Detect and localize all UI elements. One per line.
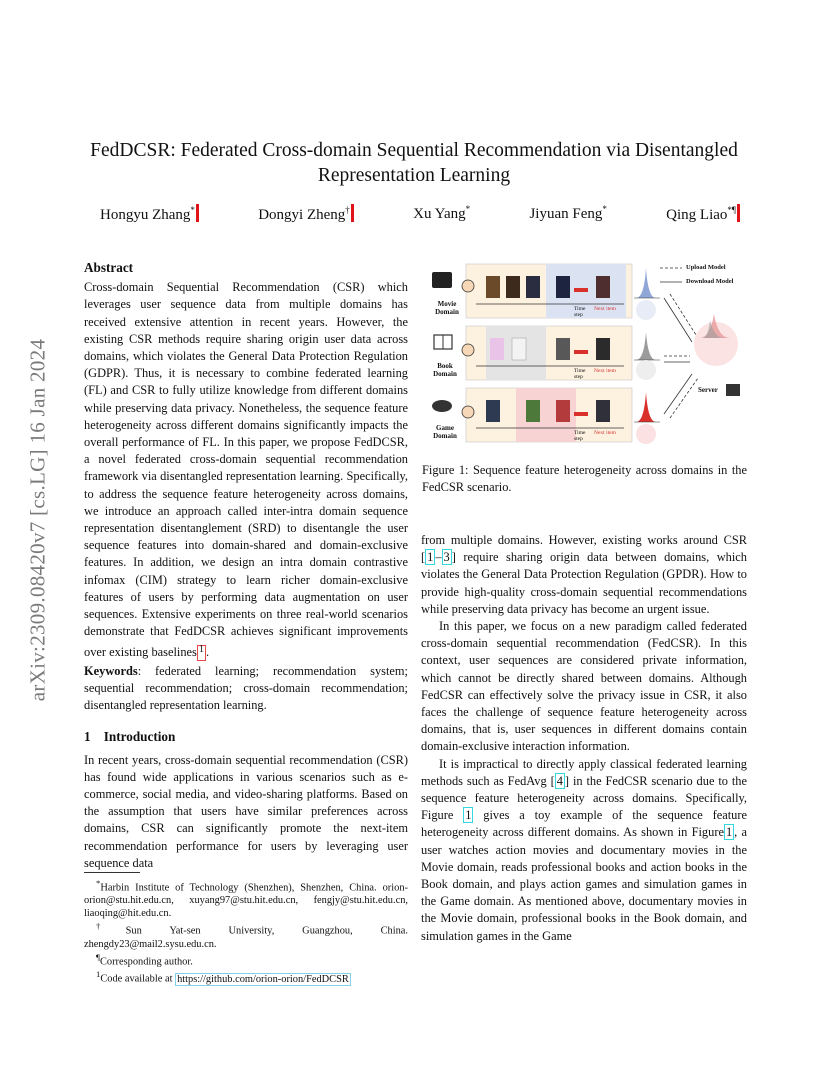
footnote-link[interactable]: 1 (197, 645, 206, 661)
intro-paragraph: In recent years, cross-domain sequential recommendation (CSR) has found wide applications in various scenarios such as e-commerce, social media, and video-sharing platforms. Based on the assumption that users have similar preferences across domains, CSR can significantly promote the next-item recommendation performance for users by leveraging user sequence data (84, 752, 408, 870)
time-step-label: Time step (574, 306, 586, 318)
footnote: †Sun Yat-sen University, Guangzhou, China. zhengdy23@mail2.sysu.edu.cn. (84, 921, 409, 950)
affiliation-link-marker[interactable] (737, 204, 740, 222)
legend-download: Download Model (686, 278, 734, 285)
citation-link[interactable]: 4 (556, 773, 563, 788)
user-icon (462, 344, 474, 356)
affiliation-link-marker[interactable] (196, 204, 199, 222)
right-column (421, 532, 747, 945)
footnote-rule (84, 872, 140, 873)
movie-domain-label: Movie Domain (435, 300, 459, 316)
figure-1-diagram (424, 258, 754, 454)
book-domain-label: Book Domain (433, 362, 457, 378)
game-domain-label: Game Domain (433, 424, 457, 440)
title-line-2: Representation Learning (317, 165, 511, 186)
paragraph: from multiple domains. However, existing works around CSR [ 1 – 3 ] require sharing origin data between domains, which violates the General Data Protection Regulation (GPDR). How to provide high-quality cross-domain sequential recommendations while preserving data privacy has become an urgent issue. (421, 533, 747, 616)
footnote: ¶Corresponding author. (96, 951, 193, 968)
citation-link[interactable]: 1 (427, 550, 434, 565)
paragraph: It is impractical to directly apply classical federated learning methods such as FedAvg [ 4 ] in the FedCSR scenario due to the sequence feature heterogeneity across domains. Specifically, Figure 1 gives a toy example of the sequence feature heterogeneity across different domains. As shown in Figure 1 , a user watches action movies and documentary movies in the Movie domain, reads professional books and action books in the Book domain, and plays action games and simulation games in the Game domain. As mentioned above, documentary movies in the Movie domain, professional books in the Book domain, and simulation games in the Game (421, 756, 747, 943)
server-icon (726, 384, 740, 396)
next-item-label: Next item (594, 368, 616, 374)
paragraph: In this paper, we focus on a new paradigm called federated cross-domain sequential recommendation (FedCSR). In this context, user sequences are considered private information, which cannot be directly shared between domains. Although FedCSR can effectively solve the privacy issue in CSR, it also faces the challenge of sequence feature heterogeneity across domains, that is, user sequences in different domains contain domain-exclusive interaction information. (421, 619, 747, 754)
code-link[interactable]: https://github.com/orion-orion/FedDCSR (177, 973, 349, 985)
next-item-label: Next item (594, 430, 616, 436)
arxiv-stamp (8, 290, 68, 750)
time-step-label: Time step (574, 430, 586, 442)
title-line-1: FedDCSR: Federated Cross-domain Sequential Recommendation via Disentangled (90, 140, 738, 161)
figure-link[interactable]: 1 (725, 825, 733, 840)
figure-1-caption: Figure 1: Sequence feature heterogeneity across domains in the FedCSR scenario. (422, 463, 747, 494)
abstract-heading: Abstract (84, 260, 134, 275)
citation-link[interactable]: 3 (443, 550, 450, 565)
legend-upload: Upload Model (686, 264, 726, 271)
footnotes (84, 877, 408, 986)
user-icon (462, 280, 474, 292)
footnote: *Harbin Institute of Technology (Shenzhen), Shenzhen, China. orion-orion@stu.hit.edu.cn, xuyang97@stu.hit.edu.cn, fengjy@stu.hit.edu.cn, liaoqing@hit.edu.cn. (84, 878, 408, 920)
author: Xu Yang* (413, 204, 471, 222)
paper-title (60, 138, 768, 188)
abstract-body: Cross-domain Sequential Recommendation (CSR) which leverages user sequence data from multiple domains has received extensive attention in recent years. However, the existing CSR methods require sharing origin user data across domains, which violates the General Data Protection Regulation (GDPR). Thus, it is necessary to combine federated learning (FL) and CSR to fully utilize knowledge from different domains while preserving data privacy. Nonetheless, the sequence feature heterogeneity across different domains significantly impacts the overall performance of FL. In this paper, we propose FedDCSR, a novel federated cross-domain sequential recommendation framework via disentangled representation learning. Specifically, to address the sequence feature heterogeneity across domains, we introduce an approach called inter-intra domain sequence representation disentanglement (SRD) to disentangle the user sequence features into domain-shared and domain-exclusive features. In addition, we design an intra domain contrastive infomax (CIM) strategy to learn richer domain-exclusive features of users by performing data augmentation on user sequences. Extensive experiments on three real-world scenarios demonstrate that FedDCSR achieves significant improvements over existing baselines $^1$ . (84, 280, 408, 660)
affiliation-link-marker[interactable] (351, 204, 354, 222)
figure-1 (424, 258, 754, 454)
section-heading-introduction: 1 Introduction (84, 729, 176, 745)
next-item-label: Next item (594, 306, 616, 312)
author: Jiyuan Feng* (529, 204, 607, 222)
author: Hongyu Zhang* (100, 204, 199, 224)
time-step-label: Time step (574, 368, 586, 380)
server-label: Server (698, 386, 718, 394)
left-column (84, 259, 408, 872)
movie-icon (432, 272, 452, 288)
arxiv-identifier: arXiv:2309.08420v7 [cs.LG] 16 Jan 2024 (25, 338, 50, 702)
user-icon (462, 406, 474, 418)
author-list (100, 204, 740, 224)
footnote: $^1$Code available at https://github.com/orion-orion/FedDCSR (96, 969, 349, 985)
figure-link[interactable]: 1 (465, 808, 472, 823)
keywords: Keywords: federated learning; recommendation system; sequential recommendation; cross-domain recommendation; disentangled representation learning. (84, 663, 408, 713)
gamepad-icon (432, 400, 452, 412)
author: Qing Liao*¶ (666, 204, 740, 224)
author: Dongyi Zheng† (258, 204, 354, 224)
